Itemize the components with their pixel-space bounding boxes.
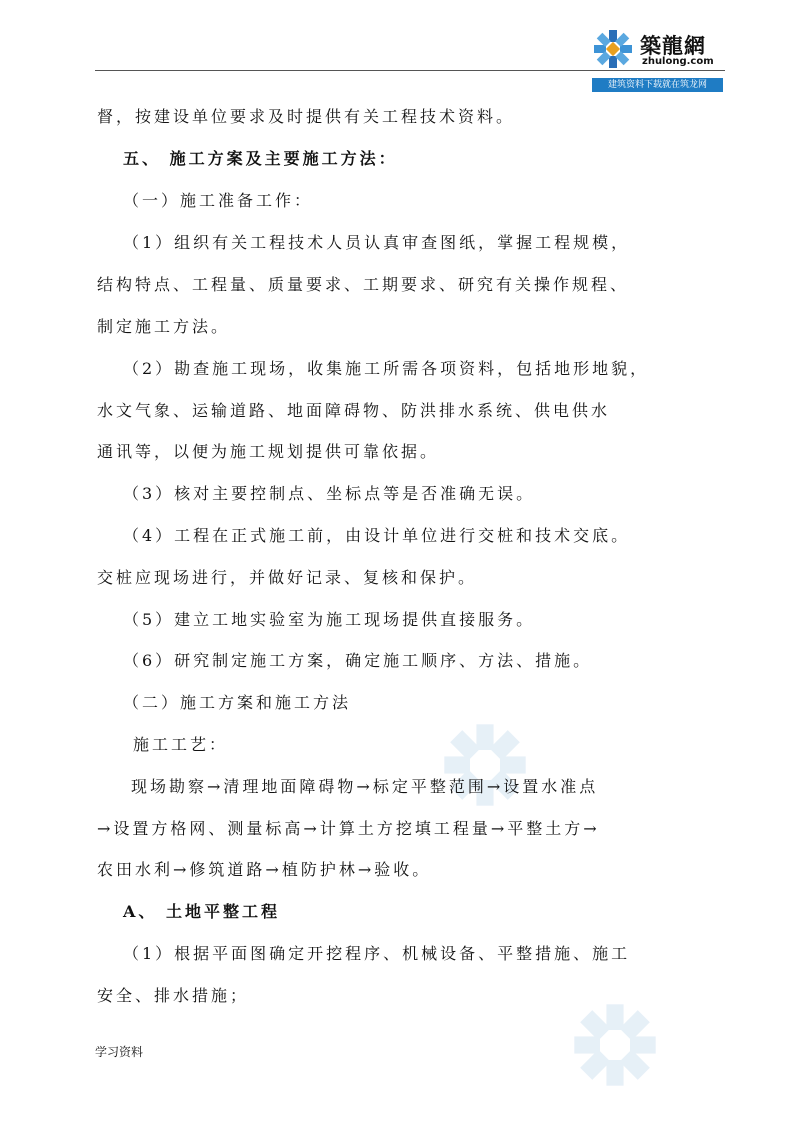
body-line: 结构特点、工程量、质量要求、工期要求、研究有关操作规程、 — [97, 275, 630, 294]
body-line: （5）建立工地实验室为施工现场提供直接服务。 — [123, 610, 536, 629]
subsection-heading: （一）施工准备工作： — [123, 191, 314, 210]
footer-label: 学习资料 — [95, 1045, 144, 1059]
body-line: （1）根据平面图确定开挖程序、机械设备、平整措施、施工 — [123, 944, 631, 963]
logo-domain: zhulong.com — [642, 56, 714, 67]
body-line: 交桩应现场进行，并做好记录、复核和保护。 — [97, 568, 478, 587]
body-line: 安全、排水措施； — [97, 986, 250, 1005]
body-line: （6）研究制定施工方案，确定施工顺序、方法、措施。 — [123, 651, 593, 670]
section-heading: 五、 施工方案及主要施工方法： — [123, 149, 398, 168]
subsection-heading: （二）施工方案和施工方法 — [123, 693, 352, 712]
body-line: 制定施工方法。 — [97, 317, 231, 336]
watermark-icon — [570, 1000, 660, 1090]
zhulong-logo — [590, 22, 725, 94]
body-line: （2）勘查施工现场，收集施工所需各项资料，包括地形地貌， — [123, 359, 650, 378]
process-flow-line: 现场勘察→清理地面障碍物→标定平整范围→设置水准点 — [131, 777, 599, 796]
body-line: 通讯等，以便为施工规划提供可靠依据。 — [97, 442, 440, 461]
process-flow-line: →设置方格网、测量标高→计算土方挖填工程量→平整土方→ — [97, 819, 600, 838]
body-line: （4）工程在正式施工前，由设计单位进行交桩和技术交底。 — [123, 526, 631, 545]
snowflake-icon — [592, 28, 634, 70]
body-line: 施工工艺： — [133, 735, 229, 754]
body-line: （3）核对主要控制点、坐标点等是否准确无误。 — [123, 484, 536, 503]
body-line: 水文气象、运输道路、地面障碍物、防洪排水系统、供电供水 — [97, 401, 611, 420]
section-heading: A、 土地平整工程 — [123, 902, 280, 921]
logo-slogan: 建筑资料下载就在筑龙网 — [592, 78, 723, 92]
logo-name: 築龍網 — [640, 33, 706, 58]
body-line: 督，按建设单位要求及时提供有关工程技术资料。 — [97, 107, 516, 126]
body-line: （1）组织有关工程技术人员认真审查图纸，掌握工程规模， — [123, 233, 631, 252]
process-flow-line: 农田水利→修筑道路→植防护林→验收。 — [97, 860, 432, 879]
